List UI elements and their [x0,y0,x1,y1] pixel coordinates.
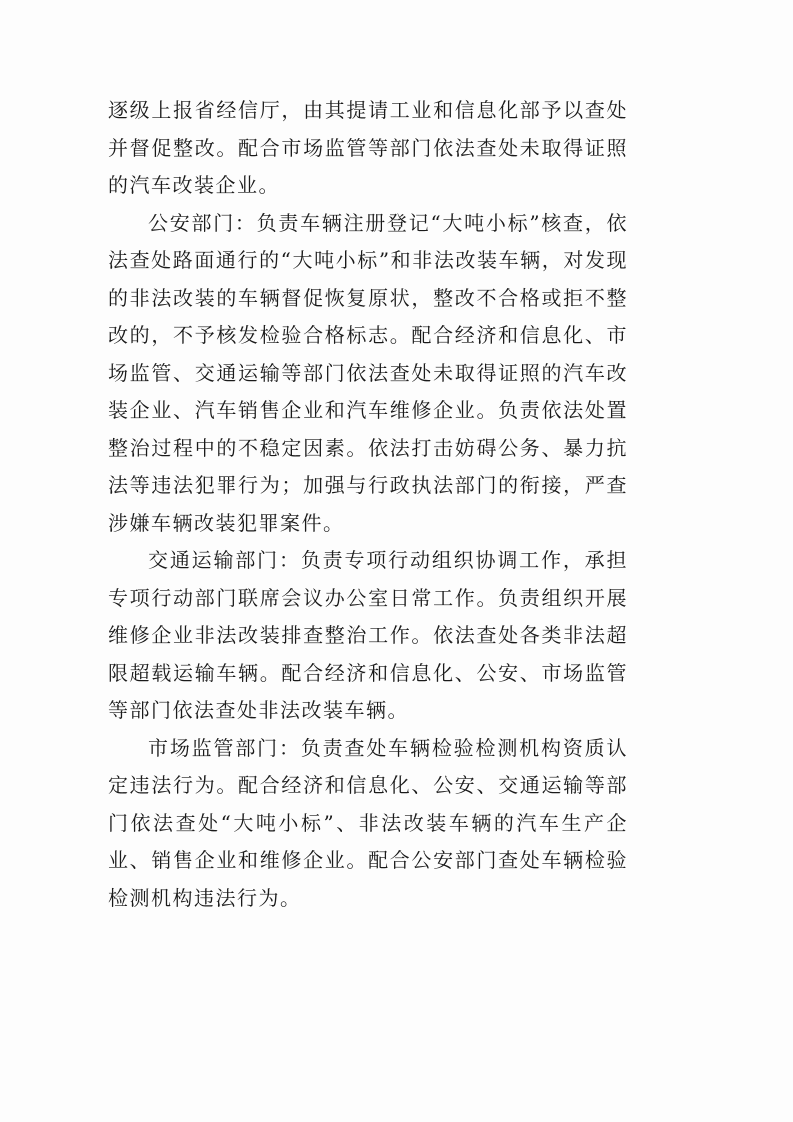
paragraph-public-security: 公安部门：负责车辆注册登记“大吨小标”核查，依法查处路面通行的“大吨小标”和非法改装车辆，对发现的非法改装的车辆督促恢复原状，整改不合格或拒不整改的，不予核发检验合格标志。配合经济和信息化、市场监管、交通运输等部门依法查处未取得证照的汽车改装企业、汽车销售企业和汽车维修企业。负责依法处置整治过程中的不稳定因素。依法打击妨碍公务、暴力抗法等违法犯罪行为；加强与行政执法部门的衔接，严查涉嫌车辆改装犯罪案件。 [108,210,628,535]
paragraph-provincial-report: 逐级上报省经信厅，由其提请工业和信息化部予以查处并督促整改。配合市场监管等部门依法查处未取得证照的汽车改装企业。 [108,98,628,197]
paragraph-transport: 交通运输部门：负责专项行动组织协调工作，承担专项行动部门联席会议办公室日常工作。负责组织开展维修企业非法改装排查整治工作。依法查处各类非法超限超载运输车辆。配合经济和信息化、公安、市场监管等部门依法查处非法改装车辆。 [108,548,628,722]
document-body [108,92,628,917]
paragraph-market-supervision: 市场监管部门：负责查处车辆检验检测机构资质认定违法行为。配合经济和信息化、公安、交通运输等部门依法查处“大吨小标”、非法改装车辆的汽车生产企业、销售企业和维修企业。配合公安部门查处车辆检验检测机构违法行为。 [108,735,628,910]
